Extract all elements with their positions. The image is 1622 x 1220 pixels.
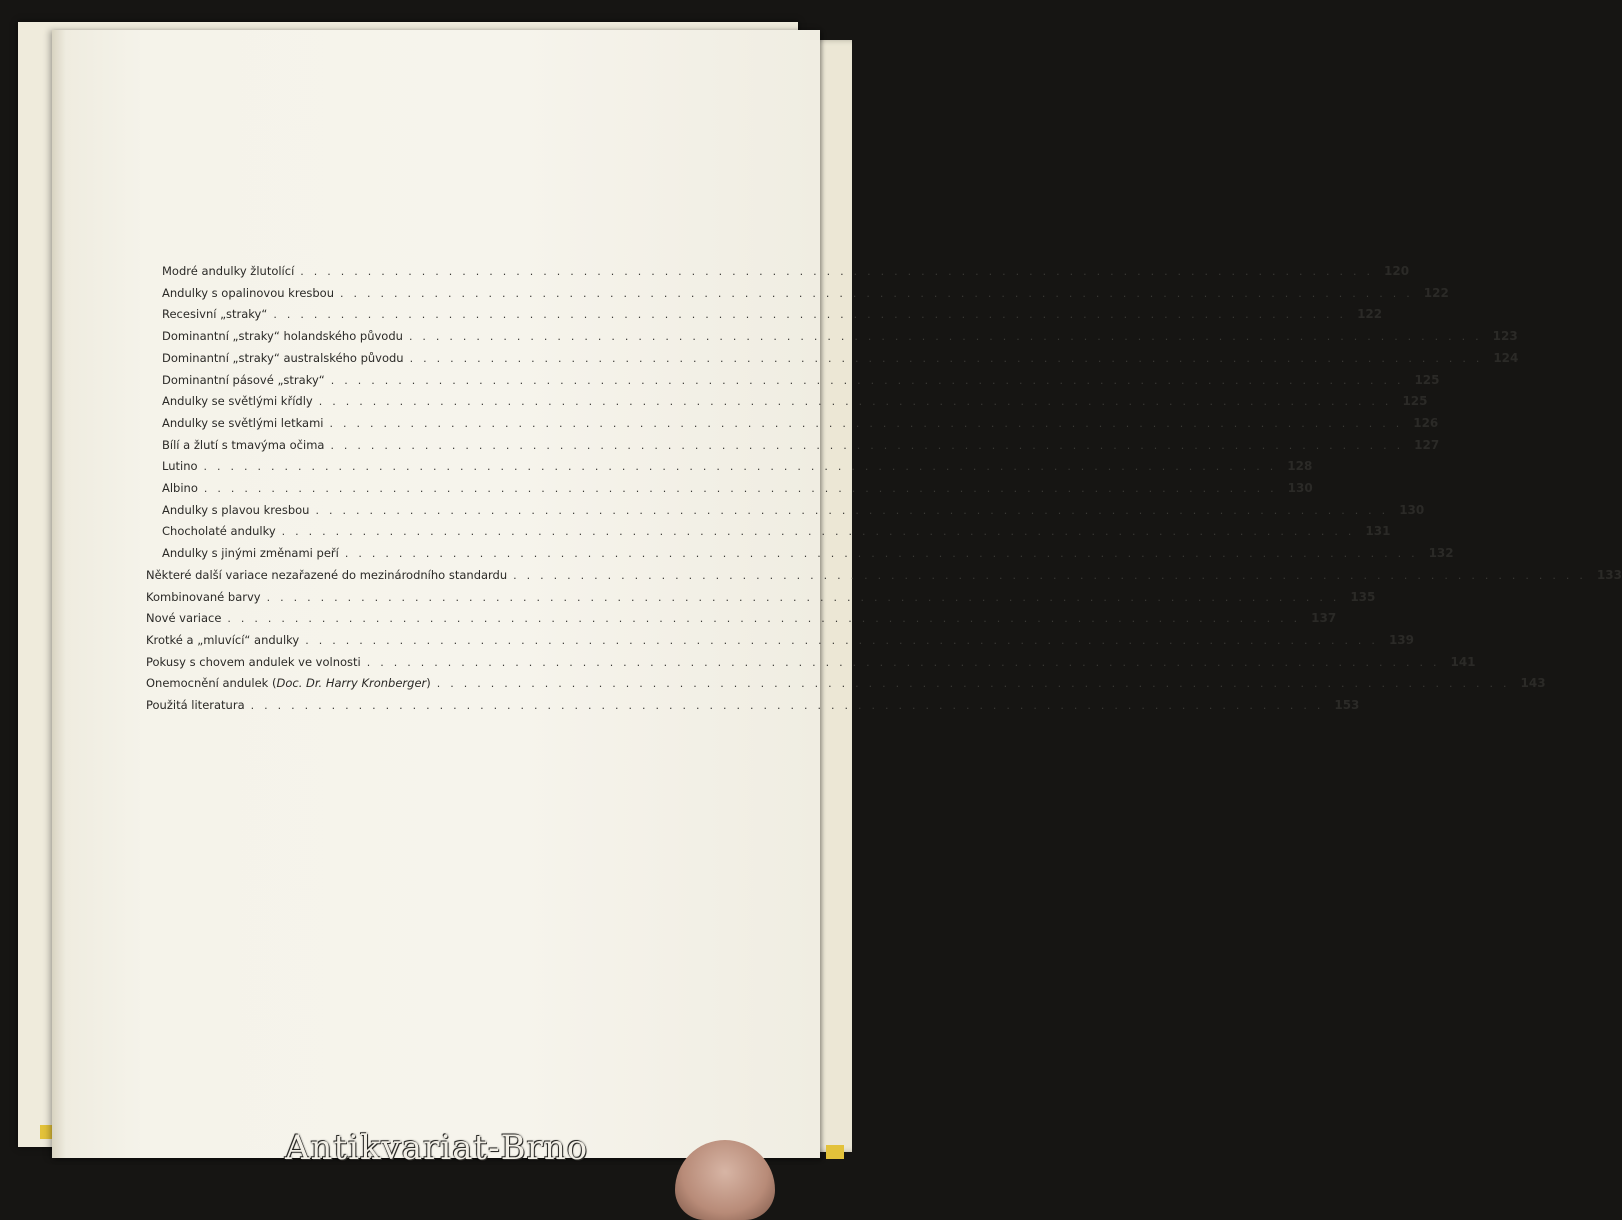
toc-entry [146, 675, 1546, 691]
toc-entry-page-number: 139 [1388, 633, 1414, 647]
toc-leader-dots: ................................................................................ [203, 482, 1284, 495]
toc-entry-title: Některé další variace nezařazené do mezinárodního standardu [146, 568, 508, 582]
toc-leader-dots: ................................................................................ [409, 352, 1490, 365]
toc-entry-page-number: 127 [1414, 438, 1440, 452]
toc-entry-title: Lutino [162, 459, 198, 473]
toc-entry-page-number: 141 [1450, 655, 1476, 669]
toc-entry-page-number: 123 [1492, 329, 1518, 343]
toc-entry [162, 328, 1518, 344]
toc-entry-title: Andulky s opalinovou kresbou [162, 286, 335, 300]
toc-leader-dots: ................................................................................ [513, 569, 1593, 582]
toc-entry-page-number: 137 [1311, 611, 1337, 625]
toc-entry-title: Chocholaté andulky [162, 524, 276, 538]
toc-entry [162, 458, 1313, 474]
toc-entry-page-number: 125 [1414, 373, 1440, 387]
toc-entry-title: Albino [162, 481, 198, 495]
toc-entry-title: Pokusy s chovem andulek ve volnosti [146, 655, 361, 669]
toc-leader-dots: ................................................................................ [330, 439, 1411, 452]
toc-entry [146, 610, 1337, 626]
toc-leader-dots: ................................................................................ [330, 374, 1411, 387]
toc-entry-page-number: 130 [1399, 503, 1425, 517]
toc-entry [146, 654, 1476, 670]
toc-entry-page-number: 153 [1334, 698, 1360, 712]
toc-leader-dots: ................................................................................ [305, 634, 1385, 647]
toc-entry-title: Andulky se světlými letkami [162, 416, 324, 430]
toc-entry [146, 632, 1414, 648]
toc-entry-page-number: 122 [1423, 286, 1449, 300]
toc-entry [162, 372, 1440, 388]
toc-entry-page-number: 122 [1357, 307, 1383, 321]
toc-leader-dots: ................................................................................ [436, 677, 1517, 690]
toc-leader-dots: ................................................................................ [266, 591, 1347, 604]
toc-entry-title: Andulky se světlými křídly [162, 394, 313, 408]
toc-entry [162, 415, 1439, 431]
toc-entry-page-number: 132 [1428, 546, 1454, 560]
toc-entry-title: Onemocnění andulek (Doc. Dr. Harry Kronberger) [146, 676, 431, 690]
toc-entry [162, 263, 1410, 279]
toc-leader-dots: ................................................................................ [300, 265, 1381, 278]
cover-yellow-edge-right [826, 1145, 844, 1159]
toc-entry-title: Andulky s jinými změnami peří [162, 546, 339, 560]
toc-leader-dots: ................................................................................ [227, 612, 1308, 625]
toc-entry-page-number: 143 [1520, 676, 1546, 690]
toc-leader-dots: ................................................................................ [281, 525, 1362, 538]
toc-entry-title: Dominantní „straky“ holandského původu [162, 329, 403, 343]
toc-entry-page-number: 131 [1365, 524, 1391, 538]
toc-entry [162, 437, 1440, 453]
toc-entry-title: Dominantní pásové „straky“ [162, 373, 325, 387]
toc-entry-page-number: 124 [1493, 351, 1519, 365]
toc-entry-page-number: 128 [1287, 459, 1313, 473]
toc-leader-dots: ................................................................................ [344, 547, 1425, 560]
toc-entry [162, 285, 1449, 301]
toc-entry [162, 502, 1425, 518]
toc-entry [162, 523, 1391, 539]
toc-entry-page-number: 120 [1384, 264, 1410, 278]
toc-entry [162, 350, 1519, 366]
toc-leader-dots: ................................................................................ [250, 699, 1331, 712]
toc-entry [162, 306, 1383, 322]
toc-entry-title: Modré andulky žlutolící [162, 264, 295, 278]
toc-entry-page-number: 126 [1413, 416, 1439, 430]
toc-entry-title: Kombinované barvy [146, 590, 261, 604]
page-gutter [52, 30, 66, 1158]
toc-leader-dots: ................................................................................ [273, 308, 1354, 321]
toc-entry [146, 697, 1360, 713]
toc-entry-title: Andulky s plavou kresbou [162, 503, 310, 517]
toc-entry-page-number: 130 [1287, 481, 1313, 495]
toc-entry-title: Krotké a „mluvící“ andulky [146, 633, 300, 647]
toc-leader-dots: ................................................................................ [366, 656, 1447, 669]
toc-entry [146, 589, 1376, 605]
toc-entry-title: Použitá literatura [146, 698, 245, 712]
toc-entry [162, 393, 1428, 409]
toc-leader-dots: ................................................................................ [203, 460, 1284, 473]
toc-entry-title: Nové variace [146, 611, 222, 625]
toc-entry [146, 567, 1622, 583]
watermark: Antikvariat-Brno [285, 1128, 589, 1168]
toc-leader-dots: ................................................................................ [329, 417, 1410, 430]
toc-entry-title: Recesivní „straky“ [162, 307, 268, 321]
toc-entry [162, 545, 1454, 561]
toc-entry-page-number: 135 [1350, 590, 1376, 604]
toc-entry-page-number: 133 [1596, 568, 1622, 582]
toc-entry [162, 480, 1313, 496]
toc-entry-author: Doc. Dr. Harry Kronberger [276, 676, 427, 690]
toc-entry-title: Bílí a žlutí s tmavýma očima [162, 438, 325, 452]
toc-entry-page-number: 125 [1402, 394, 1428, 408]
toc-entry-title: Dominantní „straky“ australského původu [162, 351, 404, 365]
toc-leader-dots: ................................................................................ [340, 287, 1420, 300]
toc-leader-dots: ................................................................................ [408, 330, 1489, 343]
toc-entry-title-suffix: ) [426, 676, 431, 690]
toc-leader-dots: ................................................................................ [318, 395, 1399, 408]
toc-leader-dots: ................................................................................ [315, 504, 1396, 517]
